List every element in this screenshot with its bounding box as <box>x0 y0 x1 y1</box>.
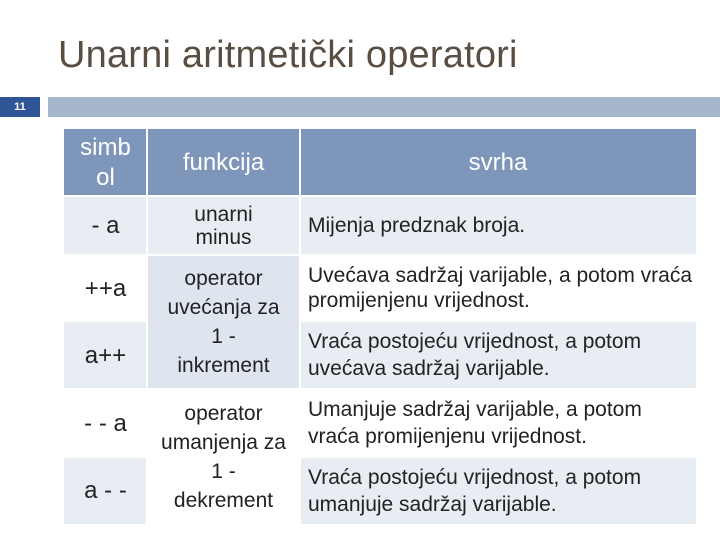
row-divider <box>64 388 696 390</box>
row-minus-function <box>147 196 300 255</box>
row-postinc-purpose-text: Vraća postojeću vrijednost, a potom uvećava sadržaj varijable. <box>308 330 642 380</box>
row-postinc-purpose <box>300 321 696 389</box>
row-predec-purpose <box>300 389 696 457</box>
header-function <box>147 129 300 196</box>
header-bar <box>48 97 720 117</box>
row-divider <box>300 456 696 458</box>
inc-function-text: operator uvećanja za 1 - inkrement <box>167 267 280 377</box>
header-symbol <box>64 129 147 196</box>
row-preinc-purpose-text: Uvećava sadržaj varijable, a potom vraća promijenjenu vrijednost. <box>308 264 693 312</box>
row-minus-purpose-text: Mijenja predznak broja. <box>308 214 526 237</box>
row-predec-purpose-text: Umanjuje sadržaj varijable, a potom vraća promijenjenu vrijednost. <box>308 398 642 448</box>
row-predec-symbol-text: - - a <box>84 409 127 437</box>
row-divider <box>64 195 696 197</box>
row-postdec-symbol <box>64 457 147 524</box>
row-preinc-symbol <box>64 255 147 321</box>
header-symbol-text: simb ol <box>80 133 131 191</box>
row-minus-symbol <box>64 196 147 255</box>
dec-function-text: operator umanjenja za 1 - dekrement <box>161 401 286 512</box>
slide-number: 11 <box>0 97 40 117</box>
header-purpose-text: svrha <box>468 149 528 176</box>
row-divider <box>64 456 147 458</box>
dec-function <box>147 389 300 524</box>
column-divider <box>299 129 301 524</box>
row-minus-function-text: unarni minus <box>194 202 253 249</box>
row-postdec-purpose <box>300 457 696 524</box>
row-postinc-symbol <box>64 321 147 389</box>
row-minus-purpose <box>300 196 696 255</box>
row-preinc-symbol-text: ++a <box>84 274 127 302</box>
slide-title: Unarni aritmetički operatori <box>58 34 518 76</box>
column-divider <box>146 129 148 524</box>
row-predec-symbol <box>64 389 147 457</box>
row-postdec-symbol-text: a - - <box>84 477 127 504</box>
row-divider <box>300 320 696 322</box>
row-minus-symbol-text: - a <box>91 212 120 239</box>
header-function-text: funkcija <box>182 149 265 176</box>
row-postinc-symbol-text: a++ <box>84 341 127 369</box>
row-divider <box>64 320 147 322</box>
row-preinc-purpose <box>300 255 696 321</box>
row-divider <box>64 254 696 256</box>
header-purpose <box>300 129 696 196</box>
row-postdec-purpose-text: Vraća postojeću vrijednost, a potom umanjuje sadržaj varijable. <box>308 465 642 516</box>
inc-function <box>147 255 300 389</box>
